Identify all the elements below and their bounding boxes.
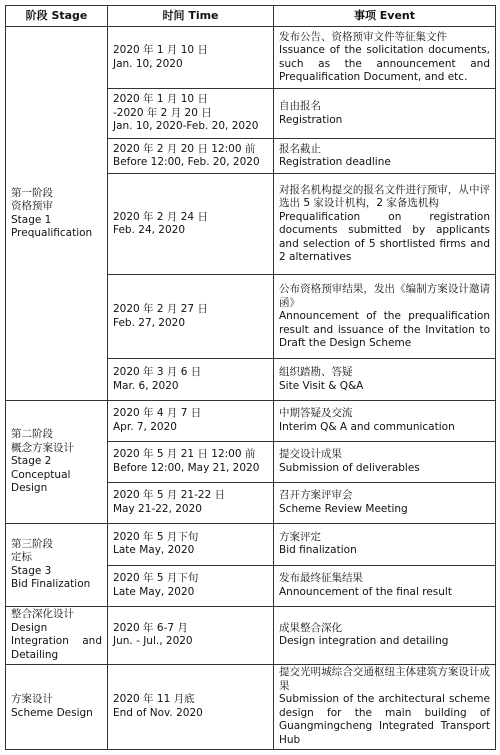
event-cell <box>274 441 496 482</box>
stage-line: Detailing <box>11 648 59 661</box>
event-line: Announcement of the final result <box>279 585 452 598</box>
stage-line: 第一阶段 <box>11 186 53 199</box>
stage-line: Bid Finalization <box>11 578 91 591</box>
stage-line: Prequalification <box>11 227 93 240</box>
event-line: Site Visit & Q&A <box>279 379 364 392</box>
stage-line: Stage 2 <box>11 455 52 468</box>
time-line: 2020 年 2 月 24 日 <box>113 210 208 223</box>
event-cell <box>274 174 496 275</box>
header-stage: 阶段 Stage <box>6 6 108 27</box>
time-line: 2020 年 5 月下旬 <box>113 572 199 585</box>
event-cell <box>274 606 496 664</box>
time-line: Before 12:00, May 21, 2020 <box>113 461 260 474</box>
stage-line: 概念方案设计 <box>11 441 74 454</box>
time-line: 2020 年 5 月 21-22 日 <box>113 489 226 502</box>
time-cell <box>108 27 274 89</box>
event-line: Interim Q& A and communication <box>279 420 455 433</box>
event-cell <box>274 523 496 565</box>
stage-line: Design <box>11 482 48 495</box>
time-cell <box>108 401 274 441</box>
event-cell <box>274 139 496 174</box>
time-line: Mar. 6, 2020 <box>113 379 179 392</box>
time-line: Apr. 7, 2020 <box>113 420 177 433</box>
event-line: 提交设计成果 <box>279 448 342 461</box>
time-line: 2020 年 2 月 27 日 <box>113 303 208 316</box>
time-line: Feb. 24, 2020 <box>113 224 186 237</box>
event-line: 自由报名 <box>279 100 321 113</box>
stage-line: 第二阶段 <box>11 428 53 441</box>
time-cell <box>108 275 274 359</box>
stage-line: 方案设计 <box>11 693 53 706</box>
stage-line: Design <box>11 621 48 634</box>
time-line: 2020 年 4 月 7 日 <box>113 407 202 420</box>
time-line: Late May, 2020 <box>113 585 195 598</box>
event-line: 发布公告、资格预审文件等征集文件 <box>279 30 447 43</box>
time-line: -2020 年 2 月 20 日 <box>113 106 212 119</box>
event-cell <box>274 401 496 441</box>
header-event: 事项 Event <box>274 6 496 27</box>
event-cell <box>274 359 496 401</box>
table-row <box>6 606 496 664</box>
time-line: 2020 年 1 月 10 日 <box>113 93 208 106</box>
time-line: Late May, 2020 <box>113 544 195 557</box>
event-line: 报名截止 <box>279 142 321 155</box>
event-line: Announcement of the prequalification result and issuance of the Invitation to Draft the Design Scheme <box>279 310 490 350</box>
event-line: 召开方案评审会 <box>279 489 353 502</box>
header-row <box>6 6 496 27</box>
stage-line: Integration and <box>11 635 102 648</box>
event-line: Registration deadline <box>279 156 391 169</box>
time-cell <box>108 441 274 482</box>
stage-line: 第三阶段 <box>11 537 53 550</box>
event-line: 公布资格预审结果，发出《编制方案设计邀请函》 <box>279 283 490 309</box>
event-line: Design integration and detailing <box>279 635 449 648</box>
event-cell <box>274 275 496 359</box>
stage-cell-4 <box>6 606 108 664</box>
stage-line: 定标 <box>11 551 32 564</box>
stage-line: Stage 1 <box>11 213 52 226</box>
event-line: Submission of the architectural scheme design for the main building of Guangmingcheng Integrated Transport Hub <box>279 693 490 746</box>
event-line: 成果整合深化 <box>279 621 342 634</box>
time-cell <box>108 359 274 401</box>
table-row <box>6 27 496 89</box>
event-line: Bid finalization <box>279 544 357 557</box>
time-line: 2020 年 5 月下旬 <box>113 530 199 543</box>
time-cell <box>108 139 274 174</box>
time-line: Feb. 27, 2020 <box>113 316 186 329</box>
time-line: Before 12:00, Feb. 20, 2020 <box>113 156 260 169</box>
time-line: 2020 年 1 月 10 日 <box>113 44 208 57</box>
stage-line: Stage 3 <box>11 564 52 577</box>
table-row <box>6 523 496 565</box>
time-cell <box>108 174 274 275</box>
stage-cell-5 <box>6 664 108 749</box>
time-line: End of Nov. 2020 <box>113 706 203 719</box>
event-line: Prequalification on registration documents submitted by applicants and selection of 5 shortlisted firms and 2 alternatives <box>279 210 490 264</box>
event-line: 提交光明城综合交通枢纽主体建筑方案设计成果 <box>279 666 490 692</box>
event-cell <box>274 89 496 139</box>
time-line: Jan. 10, 2020-Feb. 20, 2020 <box>113 120 259 133</box>
stage-line: Conceptual <box>11 468 71 481</box>
stage-line: Scheme Design <box>11 706 93 719</box>
event-line: 组织踏勘、答疑 <box>279 366 353 379</box>
header-time: 时间 Time <box>108 6 274 27</box>
time-line: 2020 年 6-7 月 <box>113 621 188 634</box>
stage-cell-2 <box>6 401 108 523</box>
time-cell <box>108 606 274 664</box>
event-line: Scheme Review Meeting <box>279 502 408 515</box>
event-line: 方案评定 <box>279 530 321 543</box>
event-line: 发布最终征集结果 <box>279 572 363 585</box>
time-cell <box>108 565 274 606</box>
stage-line: 资格预审 <box>11 200 53 213</box>
time-line: 2020 年 2 月 20 日 12:00 前 <box>113 142 256 155</box>
time-line: 2020 年 11 月底 <box>113 693 195 706</box>
stage-cell-3 <box>6 523 108 606</box>
event-line: 对报名机构提交的报名文件进行预审，从中评选出 5 家设计机构，2 家备选机构 <box>279 183 490 210</box>
stage-cell-1 <box>6 27 108 401</box>
event-line: Registration <box>279 113 343 126</box>
event-cell <box>274 482 496 523</box>
event-line: 中期答疑及交流 <box>279 407 353 420</box>
time-cell <box>108 482 274 523</box>
time-line: 2020 年 3 月 6 日 <box>113 366 202 379</box>
stage-line: 整合深化设计 <box>11 608 74 621</box>
event-cell <box>274 664 496 749</box>
time-cell <box>108 523 274 565</box>
time-line: Jun. - Jul., 2020 <box>113 635 193 648</box>
event-cell <box>274 565 496 606</box>
event-cell <box>274 27 496 89</box>
schedule-table <box>5 5 496 750</box>
time-cell <box>108 89 274 139</box>
time-line: Jan. 10, 2020 <box>113 57 183 70</box>
time-line: 2020 年 5 月 21 日 12:00 前 <box>113 448 256 461</box>
time-line: May 21-22, 2020 <box>113 502 202 515</box>
event-line: Issuance of the solicitation documents, such as the announcement and Prequalification Document, and etc. <box>279 44 490 84</box>
table-row <box>6 664 496 749</box>
table-row <box>6 401 496 441</box>
event-line: Submission of deliverables <box>279 461 420 474</box>
time-cell <box>108 664 274 749</box>
